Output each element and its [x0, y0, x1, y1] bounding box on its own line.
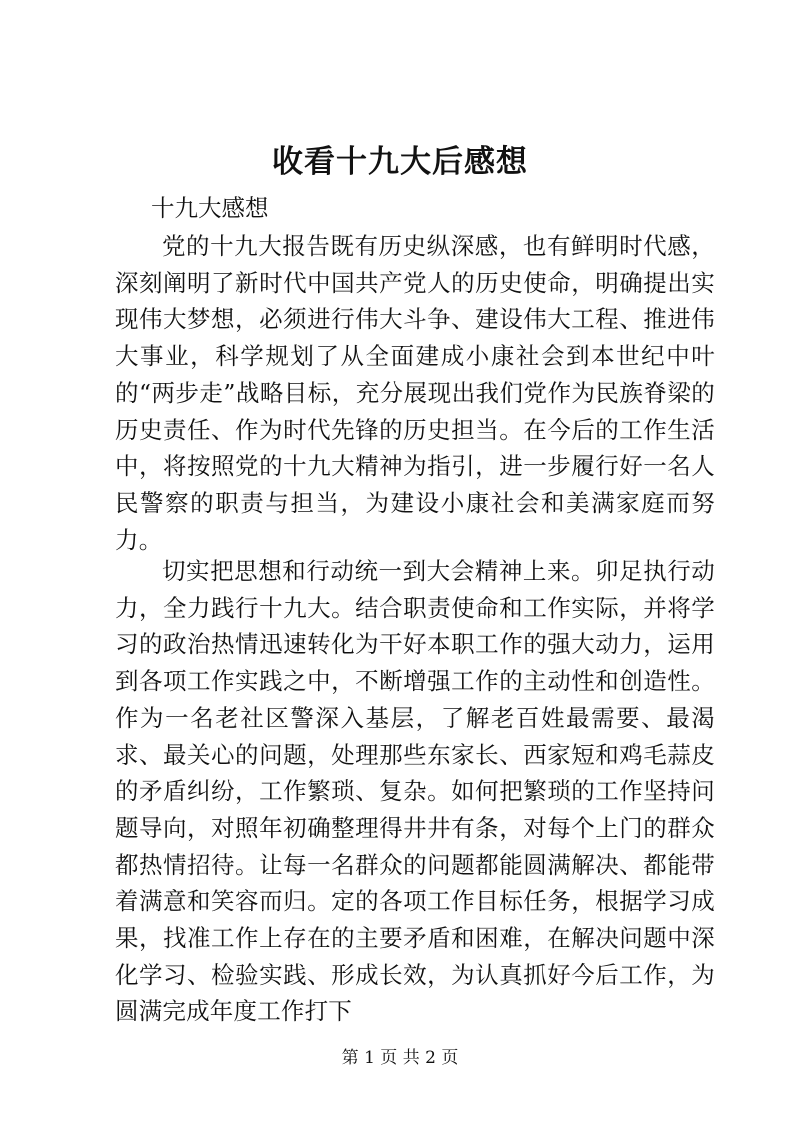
- document-subtitle: 十九大感想: [151, 194, 269, 222]
- paragraph-1: 党的十九大报告既有历史纵深感，也有鲜明时代感，深刻阐明了新时代中国共产党人的历史使命，明确提出实现伟大梦想，必须进行伟大斗争、建设伟大工程、推进伟大事业，科学规划了从全面建成小康社会到本世纪中叶的“两步走”战略目标，充分展现出我们党作为民族脊梁的历史责任、作为时代先锋的历史担当。在今后的工作生活中，将按照党的十九大精神为指引，进一步履行好一名人民警察的职责与担当，为建设小康社会和美满家庭而努力。: [115, 232, 715, 554]
- document-title: 收看十九大后感想: [272, 144, 528, 180]
- page-footer: 第 1 页 共 2 页: [341, 1048, 459, 1068]
- paragraph-2: 切实把思想和行动统一到大会精神上来。卯足执行动力，全力践行十九大。结合职责使命和工作实际，并将学习的政治热情迅速转化为干好本职工作的强大动力，运用到各项工作实践之中，不断增强工作的主动性和创造性。作为一名老社区警深入基层，了解老百姓最需要、最渴求、最关心的问题，处理那些东家长、西家短和鸡毛蒜皮的矛盾纠纷，工作繁琐、复杂。如何把繁琐的工作坚持问题导向，对照年初确整理得井井有条，对每个上门的群众都热情招待。让每一名群众的问题都能圆满解决、都能带着满意和笑容而归。定的各项工作目标任务，根据学习成果，找准工作上存在的主要矛盾和困难，在解决问题中深化学习、检验实践、形成长效，为认真抓好今后工作，为圆满完成年度工作打下: [115, 557, 715, 1026]
